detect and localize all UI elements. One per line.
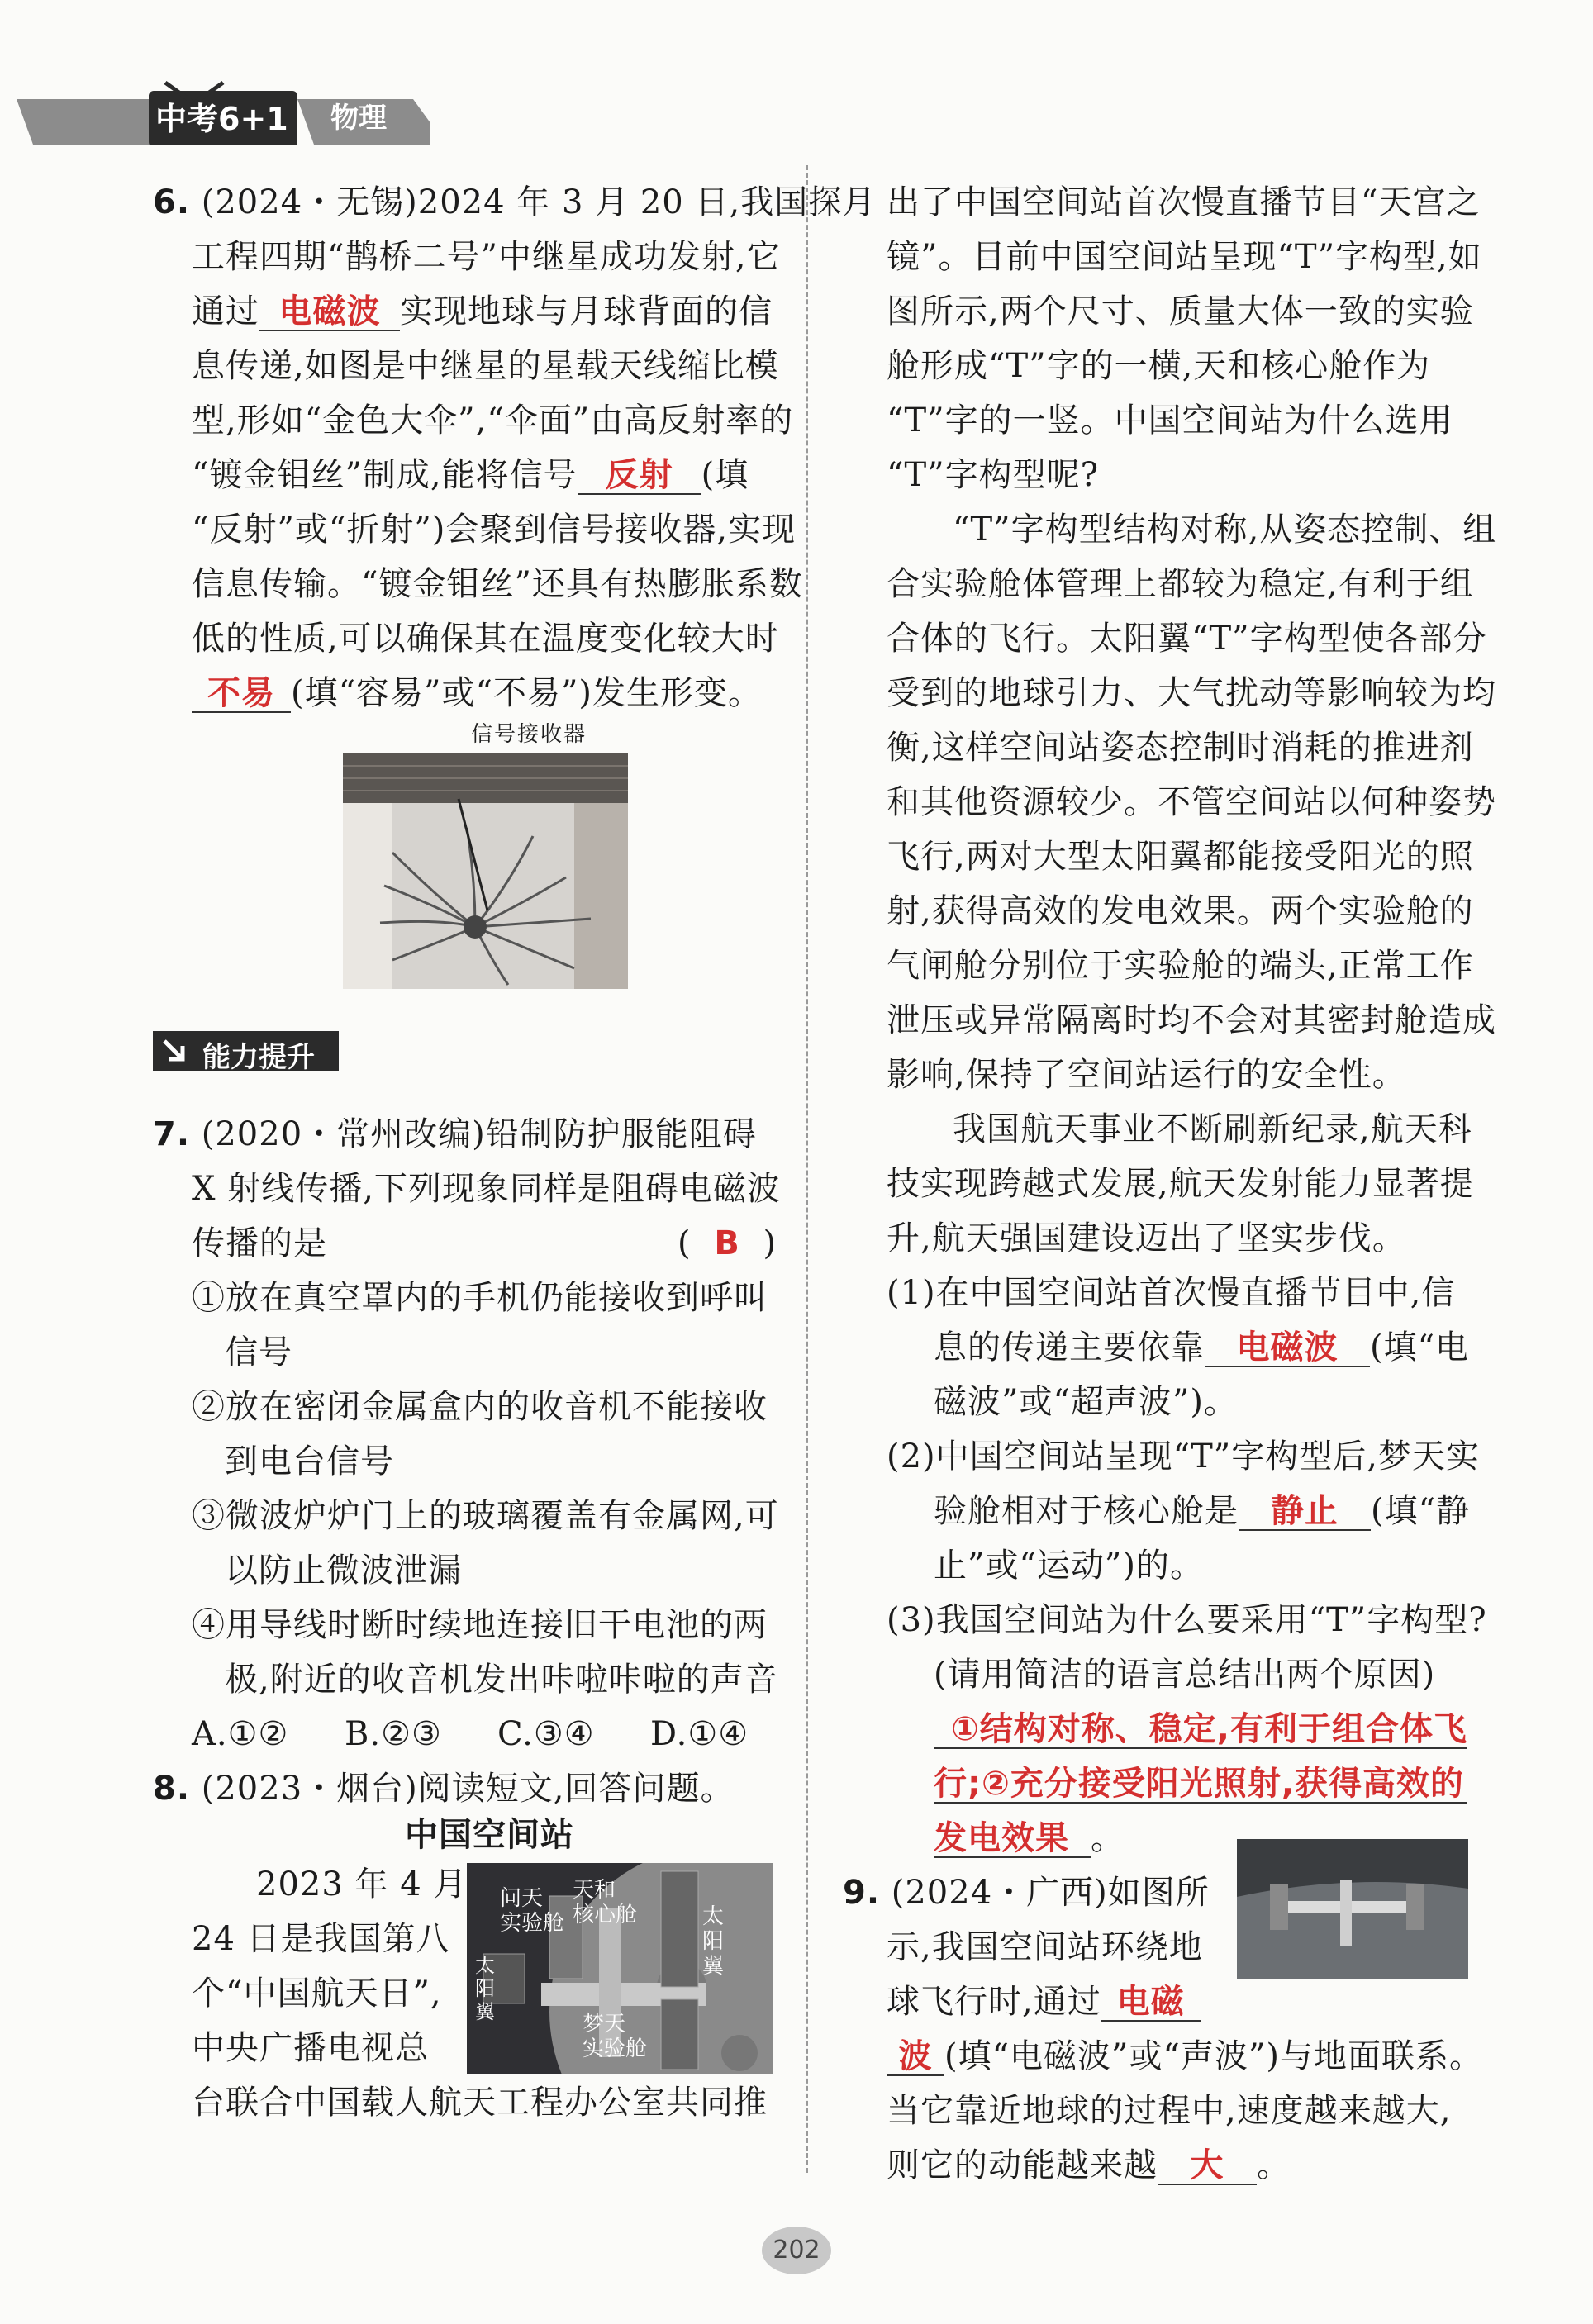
q6-text: (填: [701, 456, 749, 494]
q6-number: 6.: [153, 183, 191, 221]
subject-label: 物理: [330, 102, 387, 135]
q8-sub1-b: [934, 1327, 1469, 1368]
q8-r8: 合实验舱体管理上都较为稳定,有利于组: [887, 565, 1474, 603]
antenna-photo: [343, 753, 628, 989]
q8-r5: “T”字的一竖。中国空间站为什么选用: [887, 402, 1453, 440]
q6-line-1: [153, 182, 876, 223]
q9-text: 。: [1257, 2146, 1291, 2184]
q9-station-photo: [1237, 1839, 1468, 1979]
q7-answer-bracket: [678, 1223, 777, 1264]
antenna-image: [343, 753, 628, 989]
q9-answer-1a: 电磁: [1101, 1984, 1201, 2022]
q7-line-2: X 射线传播,下列现象同样是阻碍电磁波: [192, 1170, 781, 1208]
q8-sub2-answer: 静止: [1239, 1493, 1371, 1531]
label-wentian: [500, 1886, 564, 1936]
column-divider: [806, 165, 808, 2173]
header-bar: [0, 78, 430, 136]
q8-sub1-answer: 电磁波: [1205, 1329, 1370, 1367]
q6-answer-2: 反射: [578, 457, 701, 495]
q6-text: 实现地球与月球背面的信: [400, 292, 773, 330]
q6-line-5: 型,形如“金色大伞”,“伞面”由高反射率的: [192, 402, 794, 440]
section-title: 能力提升: [202, 1041, 315, 1074]
q8-r6: “T”字构型呢?: [887, 456, 1100, 494]
label-text: 太 阳 翼: [702, 1904, 725, 1979]
q9-number: 9.: [843, 1874, 881, 1912]
q9-line-3: [887, 1981, 1201, 2022]
q9-text: (填“电磁波”或“声波”)与地面联系。: [944, 2037, 1484, 2075]
label-mengtian: [583, 2012, 647, 2061]
q8-r20: 升,航天强国建设迈出了坚实步伐。: [887, 1219, 1406, 1257]
bracket-close: ): [763, 1224, 777, 1262]
q6-text: “镀金钼丝”制成,能将信号: [192, 456, 578, 494]
q9-station-image: [1237, 1839, 1468, 1979]
label-text: 梦天 实验舱: [583, 2012, 648, 2061]
q7-number: 7.: [153, 1115, 191, 1153]
q7-option-1b: 信号: [225, 1333, 292, 1371]
q8-para-5: 台联合中国载人航天工程办公室共同推: [192, 2084, 768, 2122]
q8-r4: 舱形成“T”字的一横,天和核心舱作为: [887, 347, 1431, 385]
q7-text: (2020・常州改编)铅制防护服能阻碍: [201, 1115, 757, 1153]
q6-line-8: 信息传输。“镀金钼丝”还具有热膨胀系数: [192, 565, 803, 603]
q7-option-1a: ①放在真空罩内的手机仍能接收到呼叫: [192, 1279, 768, 1317]
q9-answer-1b: 波: [887, 2038, 944, 2076]
choice-c: C.③④: [497, 1715, 595, 1753]
q6-text: (2024・无锡)2024 年 3 月 20 日,我国探月: [201, 183, 877, 221]
q8-sub3-answer-2: [934, 1763, 1467, 1804]
q6-text: (填“容易”或“不易”)发生形变。: [291, 674, 763, 712]
q9-text: 球飞行时,通过: [887, 1983, 1101, 2021]
q8-number: 8.: [153, 1770, 191, 1808]
article-title: 中国空间站: [405, 1816, 574, 1854]
q7-option-3b: 以防止微波泄漏: [225, 1552, 462, 1590]
q7-option-3a: ③微波炉炉门上的玻璃覆盖有金属网,可: [192, 1497, 779, 1535]
q8-r10: 受到的地球引力、大气扰动等影响较为均: [887, 674, 1496, 712]
q6-text: 通过: [192, 292, 259, 330]
q6-answer-1: 电磁波: [259, 293, 400, 331]
q9-answer-2: 大: [1158, 2147, 1257, 2185]
q6-line-7: “反射”或“折射”)会聚到信号接收器,实现: [192, 511, 796, 549]
q8-text: 验舱相对于核心舱是: [934, 1492, 1239, 1530]
q6-figure-label: 信号接收器: [471, 722, 587, 747]
q6-line-2: 工程四期“鹊桥二号”中继星成功发射,它: [192, 238, 781, 276]
q8-sub1-a: (1)在中国空间站首次慢直播节目中,信: [887, 1274, 1456, 1312]
q8-para-3: 个“中国航天日”,: [192, 1975, 442, 2013]
q8-r11: 衡,这样空间站姿态控制时消耗的推进剂: [887, 729, 1474, 767]
page-number: 202: [773, 2236, 820, 2265]
page-number-badge: [762, 2227, 831, 2274]
q8-r2: 镜”。目前中国空间站呈现“T”字构型,如: [887, 238, 1482, 276]
q8-r18: 我国航天事业不断刷新纪录,航天科: [953, 1110, 1472, 1148]
label-text: 天和 核心舱: [573, 1878, 638, 1927]
q7-choices: [192, 1713, 749, 1755]
q8-r3: 图所示,两个尺寸、质量大体一致的实验: [887, 292, 1474, 330]
section-header: [153, 1031, 339, 1074]
label-text: 问天 实验舱: [500, 1886, 565, 1936]
q9-line-4: [887, 2036, 1483, 2077]
q9-line-5: 当它靠近地球的过程中,速度越来越大,: [887, 2092, 1452, 2130]
q8-sub2-b: [934, 1490, 1470, 1532]
q9-text: 则它的动能越来越: [887, 2146, 1158, 2184]
choice-a: A.①②: [192, 1715, 289, 1753]
q8-sub3-b: (请用简洁的语言总结出两个原因): [934, 1656, 1436, 1694]
q7-line-3: 传播的是: [192, 1224, 327, 1262]
choice-b: B.②③: [345, 1715, 442, 1753]
arrow-icon: [158, 1034, 191, 1067]
q9-line-6: [887, 2145, 1291, 2186]
q8-para-1: 2023 年 4 月: [256, 1865, 468, 1903]
q6-answer-3: 不易: [192, 675, 291, 713]
q8-text: (填“电: [1370, 1328, 1470, 1366]
q8-sub2-a: (2)中国空间站呈现“T”字构型后,梦天实: [887, 1438, 1480, 1476]
answer-text: 行;②充分接受阳光照射,获得高效的: [934, 1766, 1467, 1804]
label-text: 太 阳 翼: [475, 1954, 495, 2023]
q8-sub1-d: 磁波”或“超声波”)。: [934, 1383, 1238, 1421]
q8-r15: 气闸舱分别位于实验舱的端头,正常工作: [887, 947, 1474, 985]
q8-sub3-answer-1: [934, 1709, 1467, 1750]
q7-option-2a: ②放在密闭金属盒内的收音机不能接收: [192, 1388, 768, 1426]
q8-para-4: 中央广播电视总: [192, 2029, 429, 2067]
q8-r13: 飞行,两对大型太阳翼都能接受阳光的照: [887, 838, 1474, 876]
q8-sub3-answer-3: [934, 1818, 1125, 1859]
q8-para-2: 24 日是我国第八: [192, 1920, 450, 1958]
q6-line-10: [192, 672, 762, 714]
q8-text: (填“静: [1371, 1492, 1471, 1530]
q8-r12: 和其他资源较少。不管空间站以何种姿势: [887, 783, 1496, 821]
q8-r9: 合体的飞行。太阳翼“T”字构型使各部分: [887, 620, 1487, 658]
choice-d: D.①④: [650, 1715, 749, 1753]
q7-answer: B: [714, 1224, 740, 1262]
q6-line-3: [192, 291, 773, 332]
q7-option-2b: 到电台信号: [225, 1442, 394, 1480]
q8-r1: 出了中国空间站首次慢直播节目“天宫之: [887, 183, 1481, 221]
label-solar-right: [702, 1904, 724, 1979]
q8-r16: 泄压或异常隔离时均不会对其密封舱造成: [887, 1001, 1496, 1039]
q8-r17: 影响,保持了空间站运行的安全性。: [887, 1056, 1406, 1094]
q6-line-4: 息传递,如图是中继星的星载天线缩比模: [192, 347, 779, 385]
q8-line-1: [153, 1768, 734, 1809]
q8-sub2-d: 止”或“运动”)的。: [934, 1547, 1204, 1585]
space-station-photo: [467, 1863, 773, 2074]
q8-text: 。: [1091, 1819, 1125, 1857]
answer-text: ①结构对称、稳定,有利于组合体飞: [934, 1711, 1467, 1749]
q9-line-1: [843, 1872, 1210, 1913]
q8-r19: 技实现跨越式发展,航天发射能力显著提: [887, 1165, 1474, 1203]
q6-line-9: 低的性质,可以确保其在温度变化较大时: [192, 620, 779, 658]
q8-r7: “T”字构型结构对称,从姿态控制、组: [953, 511, 1497, 549]
q6-line-6: [192, 454, 749, 496]
q7-option-4a: ④用导线时断时续地连接旧干电池的两: [192, 1606, 768, 1644]
q9-line-2: 示,我国空间站环绕地: [887, 1928, 1203, 1966]
q9-text: (2024・广西)如图所: [891, 1874, 1210, 1912]
q8-text: (2023・烟台)阅读短文,回答问题。: [201, 1770, 735, 1808]
q8-text: 息的传递主要依靠: [934, 1328, 1205, 1366]
q7-line-1: [153, 1114, 757, 1155]
q8-sub3-a: (3)我国空间站为什么要采用“T”字构型?: [887, 1601, 1487, 1639]
label-solar-left: [475, 1954, 495, 2023]
bracket-open: (: [678, 1224, 692, 1262]
q8-r14: 射,获得高效的发电效果。两个实验舱的: [887, 892, 1474, 930]
label-tianhe: [573, 1878, 637, 1927]
answer-text: 发电效果: [934, 1820, 1091, 1858]
brand-title: 中考6+1: [155, 101, 288, 137]
q7-option-4b: 极,附近的收音机发出咔啦咔啦的声音: [225, 1661, 778, 1699]
